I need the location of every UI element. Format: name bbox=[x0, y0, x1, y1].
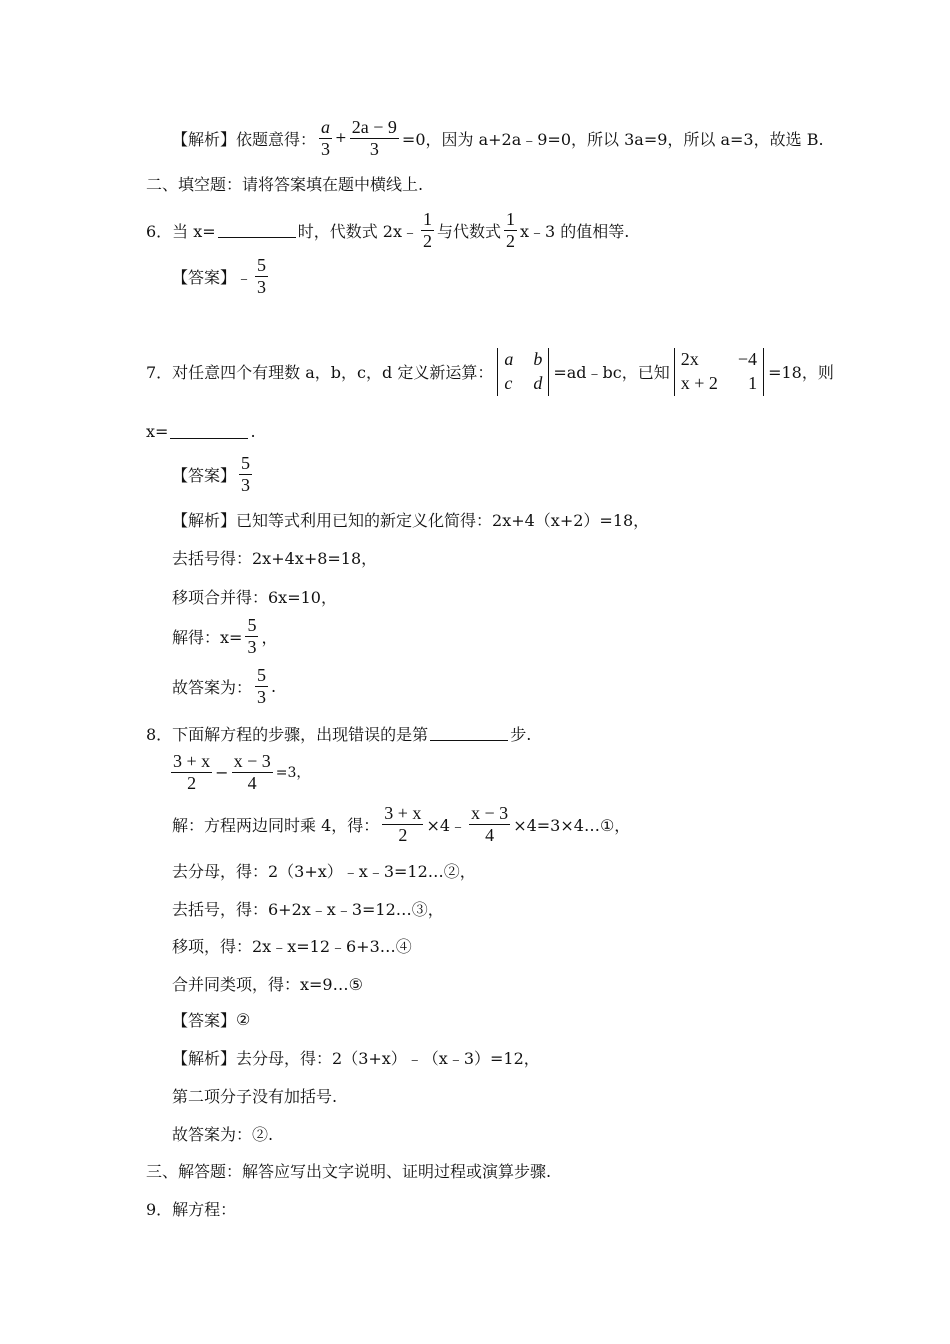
answer-label: 【答案】 bbox=[172, 465, 237, 485]
question-8-analysis: 【解析】 去分母，得：2（3+x）﹣（x﹣3）=12， bbox=[172, 1046, 540, 1069]
analysis-label: 【解析】 bbox=[172, 1049, 237, 1068]
analysis-text: =0，因为 a+2a﹣9=0，所以 3a=9，所以 a=3，故选 B. bbox=[401, 129, 824, 149]
fraction: $\frac{1}{2}$ bbox=[506, 209, 516, 251]
q5-analysis: 【解析】 依题意得： $\frac{a}{3}$ + $\frac{2a - 9}{3}$ =0，因为 a+2a﹣9=0，所以 3a=9，所以 a=3，故选 B. bbox=[172, 117, 824, 159]
solution-step: 去括号，得：6+2x﹣x﹣3=12…③， bbox=[172, 900, 444, 919]
fraction: $\frac{5}{3}$ bbox=[247, 615, 257, 657]
fraction: $\frac{5}{3}$ bbox=[241, 453, 251, 495]
solution-step: 去括号得：2x+4x+8=18， bbox=[172, 549, 378, 568]
question-9: 9．解方程： bbox=[146, 1200, 237, 1219]
solution-step: 移项，得：2x﹣x=12﹣6+3…④ bbox=[172, 937, 412, 956]
fraction: $\frac{2a - 9}{3}$ bbox=[351, 117, 397, 159]
fraction: $\frac{1}{2}$ bbox=[423, 209, 432, 251]
question-6-answer: 【答案】 ﹣ $\frac{5}{3}$ bbox=[172, 255, 267, 297]
solution-step: 移项合并得：6x=10， bbox=[172, 588, 337, 607]
fraction: $\frac{5}{3}$ bbox=[257, 255, 267, 297]
solution-step: 解得：x= $\frac{5}{3}$ ， bbox=[172, 615, 278, 657]
solution-step: 合并同类项，得：x=9…⑤ bbox=[172, 975, 363, 994]
answer-blank[interactable] bbox=[170, 424, 248, 439]
determinant: 2x −4 x + 2 1 bbox=[674, 348, 764, 396]
solution-step: 故答案为： $\frac{5}{3}$ . bbox=[172, 665, 277, 707]
question-7-answer bbox=[172, 454, 255, 495]
fraction: $\frac{x - 3}{4}$ bbox=[233, 751, 271, 793]
question-7: 7．对任意四个有理数 a，b，c，d 定义新运算： a b c d =ad﹣bc，已知 2x −4 x + 2 1 =18，则 bbox=[146, 348, 834, 396]
answer-label: 【答案】 bbox=[172, 1011, 237, 1030]
question-7-analysis: 【解析】 已知等式利用已知的新定义化简得：2x+4（x+2）=18， bbox=[172, 508, 649, 531]
analysis-label: 【解析】 bbox=[172, 129, 237, 149]
question-8: 8．下面解方程的步骤，出现错误的是第 步. bbox=[146, 725, 532, 744]
section-heading: 二、填空题：请将答案填在题中横线上. bbox=[146, 175, 424, 194]
question-6: 6．当 x= 时，代数式 2x﹣ $\frac{1}{2}$ 与代数式 $\frac{1}{2}$ x﹣3 的值相等. bbox=[146, 209, 630, 251]
equation: $\frac{3 + x}{2}$ − $\frac{x - 3}{4}$ =3， bbox=[173, 751, 311, 793]
determinant: a b c d bbox=[497, 348, 549, 396]
fraction: $\frac{a}{3}$ bbox=[321, 117, 331, 159]
solution-step: 故答案为：②. bbox=[172, 1125, 274, 1144]
fraction: $\frac{3 + x}{2}$ bbox=[384, 803, 422, 845]
answer-blank[interactable] bbox=[430, 726, 508, 741]
analysis-label: 【解析】 bbox=[172, 511, 237, 530]
question-7-line2: x= . bbox=[146, 422, 256, 441]
solution-step: 第二项分子没有加括号. bbox=[172, 1087, 338, 1106]
analysis-text: 依题意得： bbox=[236, 129, 317, 149]
fraction: $\frac{5}{3}$ bbox=[257, 665, 267, 707]
solution-step: 去分母，得：2（3+x）﹣x﹣3=12…②， bbox=[172, 862, 476, 881]
solution-step: 解：方程两边同时乘 4，得： $\frac{3 + x}{2}$ ×4﹣ $\frac{x - 3}{4}$ ×4=3×4…①， bbox=[172, 803, 631, 845]
fraction: $\frac{x - 3}{4}$ bbox=[471, 803, 509, 845]
answer-blank[interactable] bbox=[218, 223, 296, 238]
section-heading: 三、解答题：解答应写出文字说明、证明过程或演算步骤. bbox=[146, 1162, 552, 1181]
answer-label: 【答案】 bbox=[172, 267, 237, 287]
question-8-answer: 【答案】 ② bbox=[172, 1010, 251, 1030]
fraction: $\frac{3 + x}{2}$ bbox=[173, 751, 211, 793]
